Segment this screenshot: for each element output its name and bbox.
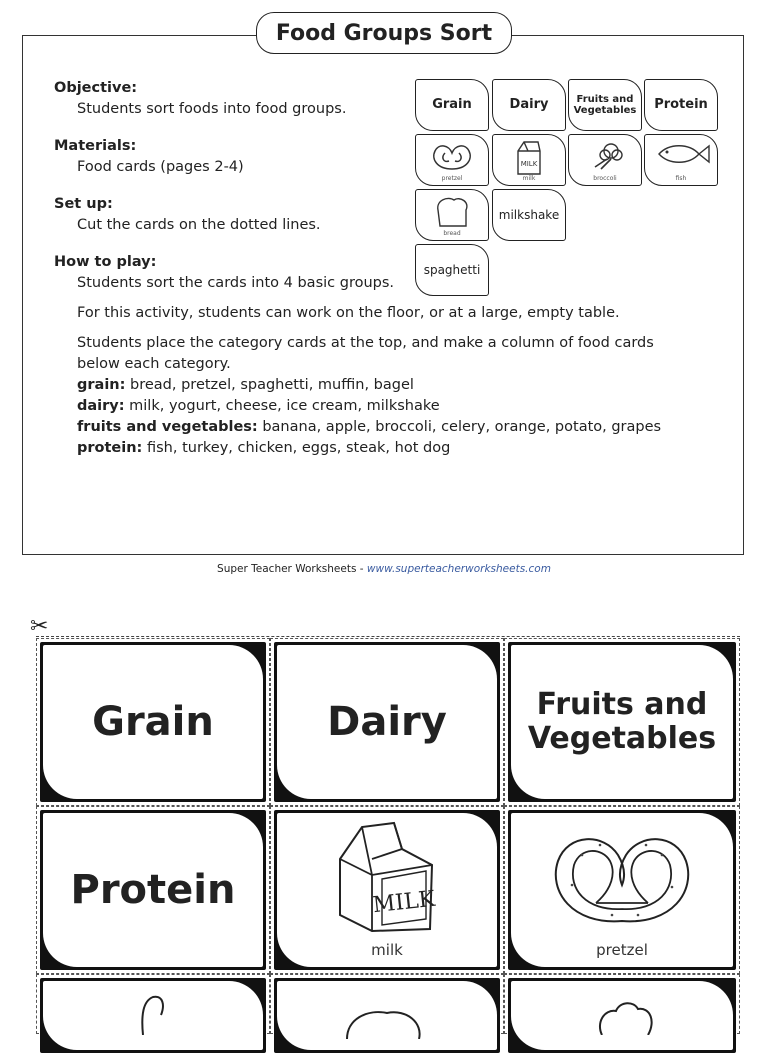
card-title: Grain (92, 699, 214, 745)
card-partial (40, 978, 266, 1053)
group-items: bread, pretzel, spaghetti, muffin, bagel (125, 377, 414, 393)
example-card-milk (492, 134, 566, 186)
pretzel-icon (427, 139, 477, 175)
setup-text: Cut the cards on the dotted lines. (77, 217, 321, 233)
card-title: Dairy (327, 699, 447, 745)
example-card-broccoli (568, 134, 642, 186)
svg-text:MILK: MILK (520, 160, 538, 168)
example-card-fish (644, 134, 718, 186)
card-fruits-vegetables (508, 642, 736, 802)
card-grain (40, 642, 266, 802)
card-cell (270, 638, 504, 806)
howto-p3-line1: Students place the category cards at the top, and make a column of food cards (77, 335, 654, 351)
food-icon (327, 999, 447, 1039)
example-label: spaghetti (423, 263, 481, 277)
scissors-icon: ✂ (30, 614, 49, 639)
example-label: Fruits and Vegetables (573, 94, 637, 116)
card-cell (36, 974, 270, 1034)
example-caption: bread (443, 230, 461, 237)
example-label: Dairy (509, 97, 549, 112)
group-dairy (54, 396, 714, 417)
group-label: protein: (77, 440, 143, 456)
group-label: grain: (77, 377, 126, 393)
example-caption: pretzel (441, 175, 463, 182)
howto-heading: How to play: (54, 254, 157, 270)
cut-line (36, 636, 740, 637)
howto-p2: For this activity, students can work on the floor, or at a large, empty table. (77, 305, 620, 321)
card-cell (270, 974, 504, 1034)
pretzel-icon (542, 825, 702, 933)
group-items: milk, yogurt, cheese, ice cream, milkshake (124, 398, 440, 414)
example-caption: fish (675, 175, 687, 182)
footer (0, 563, 768, 575)
card-pretzel (508, 810, 736, 970)
example-label: Protein (654, 97, 708, 112)
milk-carton-icon (332, 819, 442, 935)
card-cell (504, 638, 740, 806)
howto-p1: Students sort the cards into 4 basic groups. (77, 275, 395, 291)
materials-heading: Materials: (54, 138, 137, 154)
card-cell (504, 806, 740, 974)
example-caption: milk (522, 175, 536, 182)
group-grain (54, 375, 714, 396)
card-protein (40, 810, 266, 970)
banana-icon (113, 995, 193, 1035)
group-fruits-vegetables (54, 417, 714, 438)
group-label: dairy: (77, 398, 125, 414)
worksheet-title: Food Groups Sort (256, 12, 512, 54)
card-milk (274, 810, 500, 970)
footer-link[interactable]: www.superteacherworksheets.com (366, 563, 551, 575)
objective-heading: Objective: (54, 80, 138, 96)
group-label: fruits and vegetables: (77, 419, 258, 435)
broccoli-icon (583, 139, 627, 175)
card-partial (508, 978, 736, 1053)
footer-text: Super Teacher Worksheets - (217, 563, 367, 575)
card-cell (504, 974, 740, 1034)
card-cell (270, 806, 504, 974)
example-card-milkshake (492, 189, 566, 241)
card-dairy (274, 642, 500, 802)
card-title: Fruits and Vegetables (527, 687, 717, 756)
example-card-protein (644, 79, 718, 131)
example-card-fruits-vegetables (568, 79, 642, 131)
fish-icon (651, 139, 711, 169)
example-card-dairy (492, 79, 566, 131)
example-label: milkshake (498, 208, 560, 222)
milk-carton-icon (514, 139, 544, 177)
example-card-spaghetti (415, 244, 489, 296)
example-caption: broccoli (593, 175, 617, 182)
example-label: Grain (432, 97, 472, 112)
card-cell (36, 638, 270, 806)
group-protein (54, 438, 714, 459)
materials-text: Food cards (pages 2-4) (77, 159, 244, 175)
broccoli-icon (572, 995, 672, 1035)
objective-text: Students sort foods into food groups. (77, 101, 347, 117)
example-card-grain (415, 79, 489, 131)
example-card-pretzel (415, 134, 489, 186)
card-caption: pretzel (596, 941, 648, 959)
group-items: fish, turkey, chicken, eggs, steak, hot dog (142, 440, 451, 456)
howto-p3-line2: below each category. (77, 356, 231, 372)
group-items: banana, apple, broccoli, celery, orange, potato, grapes (257, 419, 662, 435)
card-partial (274, 978, 500, 1053)
setup-heading: Set up: (54, 196, 113, 212)
bread-icon (432, 194, 472, 230)
card-cell (36, 806, 270, 974)
svg-text:MILK: MILK (371, 886, 437, 919)
card-caption: milk (371, 941, 403, 959)
example-card-bread (415, 189, 489, 241)
card-title: Protein (70, 867, 236, 913)
